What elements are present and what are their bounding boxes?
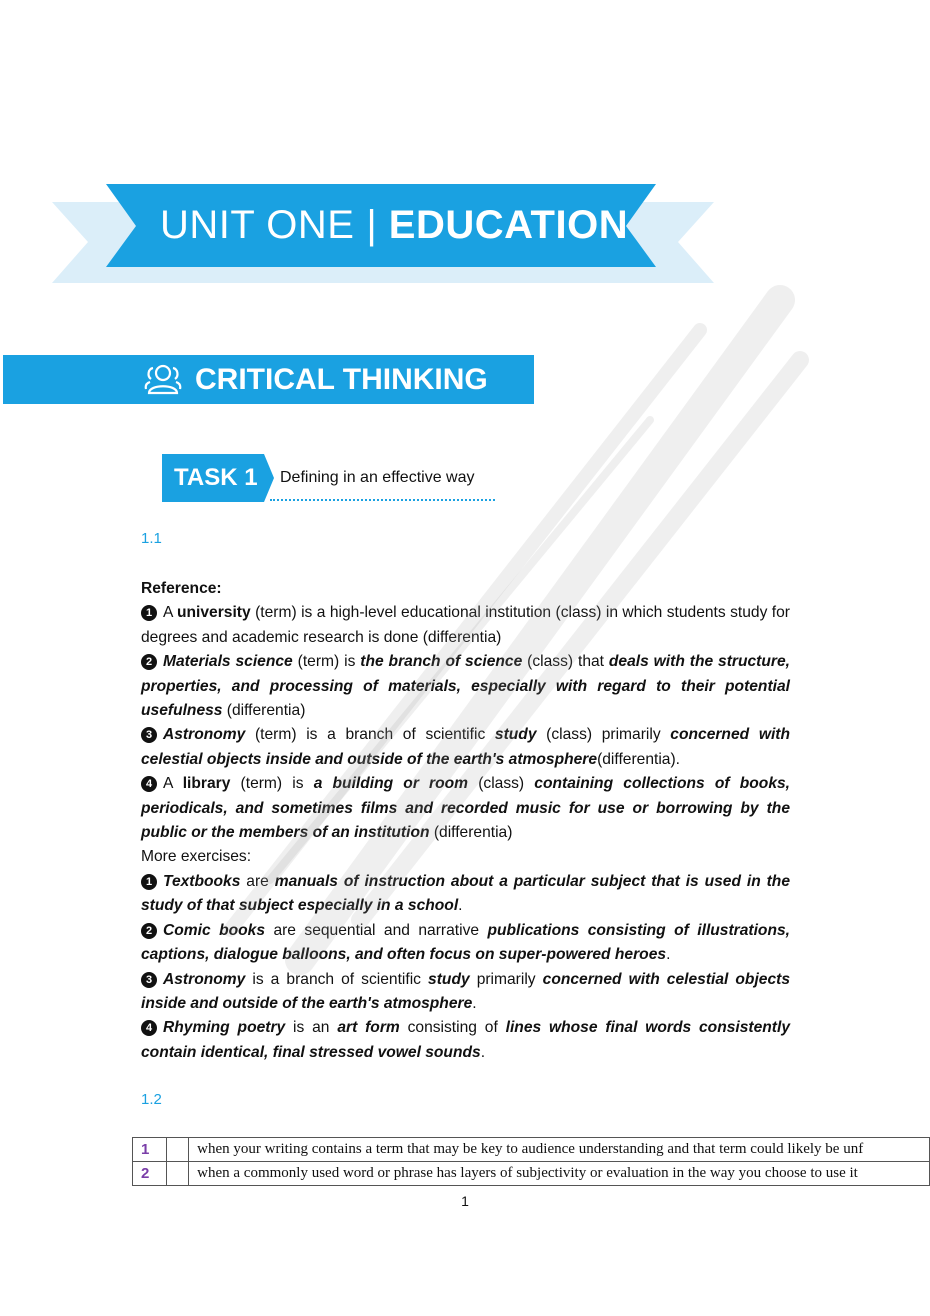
text: is an	[285, 1019, 338, 1037]
text: A	[163, 775, 183, 793]
definition: publications consisting of illustrations, captions, dialogue balloons, and often focus on super-powered heroes	[141, 921, 790, 964]
unit-label: UNIT ONE	[160, 203, 355, 247]
more-heading: More exercises:	[141, 848, 252, 866]
number-badge: 3	[141, 727, 157, 743]
text: (class) that	[522, 653, 609, 671]
text: .	[472, 994, 477, 1012]
text: (term) is	[230, 775, 314, 793]
exercise-item	[141, 1016, 790, 1065]
reference-item	[141, 601, 790, 650]
page-number: 1	[461, 1193, 469, 1209]
term: library	[182, 775, 231, 793]
text: .	[666, 946, 671, 964]
text: is a branch of scientific	[245, 970, 429, 988]
reference-heading: Reference:	[141, 580, 222, 597]
dotted-underline	[270, 499, 495, 501]
term: Materials science	[163, 653, 293, 671]
task-badge-label: TASK 1	[174, 464, 258, 491]
unit-topic: EDUCATION	[388, 203, 629, 247]
subsection-number: 1.1	[141, 530, 162, 547]
text: (differentia)	[429, 824, 513, 842]
number-badge: 4	[141, 1020, 157, 1036]
section-header	[3, 355, 534, 404]
row-number: 2	[133, 1162, 167, 1186]
reference-item	[141, 650, 790, 723]
number-badge: 2	[141, 923, 157, 939]
reference-item	[141, 772, 790, 845]
number-badge: 3	[141, 972, 157, 988]
row-text: when a commonly used word or phrase has layers of subjectivity or evaluation in the way you choose to use it	[189, 1162, 930, 1186]
row-text: when your writing contains a term that may be key to audience understanding and that term could likely be unf	[189, 1138, 930, 1162]
class: study	[428, 970, 470, 988]
text: primarily	[469, 970, 543, 988]
section-title: CRITICAL THINKING	[195, 363, 488, 396]
term: Comic books	[163, 921, 266, 939]
text: (class)	[468, 775, 535, 793]
definition: manuals of instruction about a particular subject that is used in the study of that subject especially in a school	[141, 872, 790, 915]
term: Astronomy	[163, 726, 246, 744]
term: Astronomy	[163, 970, 246, 988]
exercise-item	[141, 870, 790, 919]
unit-title	[160, 200, 628, 250]
text: are	[240, 872, 275, 890]
term: university	[176, 604, 251, 622]
differentia: concerned with celestial objects inside and outside of the earth's atmosphere	[141, 726, 790, 768]
blank-cell	[166, 1162, 188, 1186]
blank-cell	[166, 1138, 188, 1162]
exercise-item	[141, 919, 790, 968]
class: study	[494, 726, 537, 744]
definition: lines whose final words consistently contain identical, final stressed vowel sounds	[141, 1019, 790, 1061]
class: art form	[337, 1019, 400, 1037]
text: (term) is	[292, 653, 361, 671]
table-row	[133, 1162, 930, 1186]
text: are sequential and narrative	[265, 921, 488, 939]
class: a building or room	[313, 775, 469, 793]
number-badge: 2	[141, 654, 157, 670]
number-badge: 1	[141, 874, 157, 890]
text: (term) is a branch of scientific	[245, 726, 495, 744]
unit-separator: |	[366, 203, 377, 247]
number-badge: 1	[141, 605, 157, 621]
text: (term) is a high-level educational institution (class) in which students study for degrees and academic research is done (differentia)	[141, 604, 790, 646]
text: .	[480, 1043, 486, 1061]
users-icon	[143, 362, 183, 396]
task-title: Defining in an effective way	[280, 469, 475, 486]
differentia: deals with the structure, properties, and processing of materials, especially with regard to their potential usefulness	[141, 653, 790, 720]
subsection-number: 1.2	[141, 1091, 162, 1108]
definition: concerned with celestial objects inside and outside of the earth's atmosphere	[141, 970, 790, 1012]
exercise-item	[141, 968, 790, 1017]
text: A	[163, 604, 177, 622]
differentia: containing collections of books, periodicals, and sometimes films and recorded music for use or borrowing by the public or the members of an institution	[141, 775, 791, 842]
term: Rhyming poetry	[163, 1019, 286, 1037]
text: (class) primarily	[536, 726, 671, 744]
number-badge: 4	[141, 776, 157, 792]
answer-content	[141, 577, 790, 1065]
reference-item	[141, 723, 790, 772]
text: (differentia)	[222, 702, 306, 720]
class: the branch of science	[360, 653, 523, 671]
text: consisting of	[399, 1019, 506, 1037]
text: .	[458, 897, 463, 915]
table-row	[133, 1138, 930, 1162]
row-number: 1	[133, 1138, 167, 1162]
text: (differentia).	[597, 750, 680, 768]
task-header	[162, 454, 497, 504]
term: Textbooks	[163, 872, 241, 890]
answer-table	[132, 1137, 930, 1186]
